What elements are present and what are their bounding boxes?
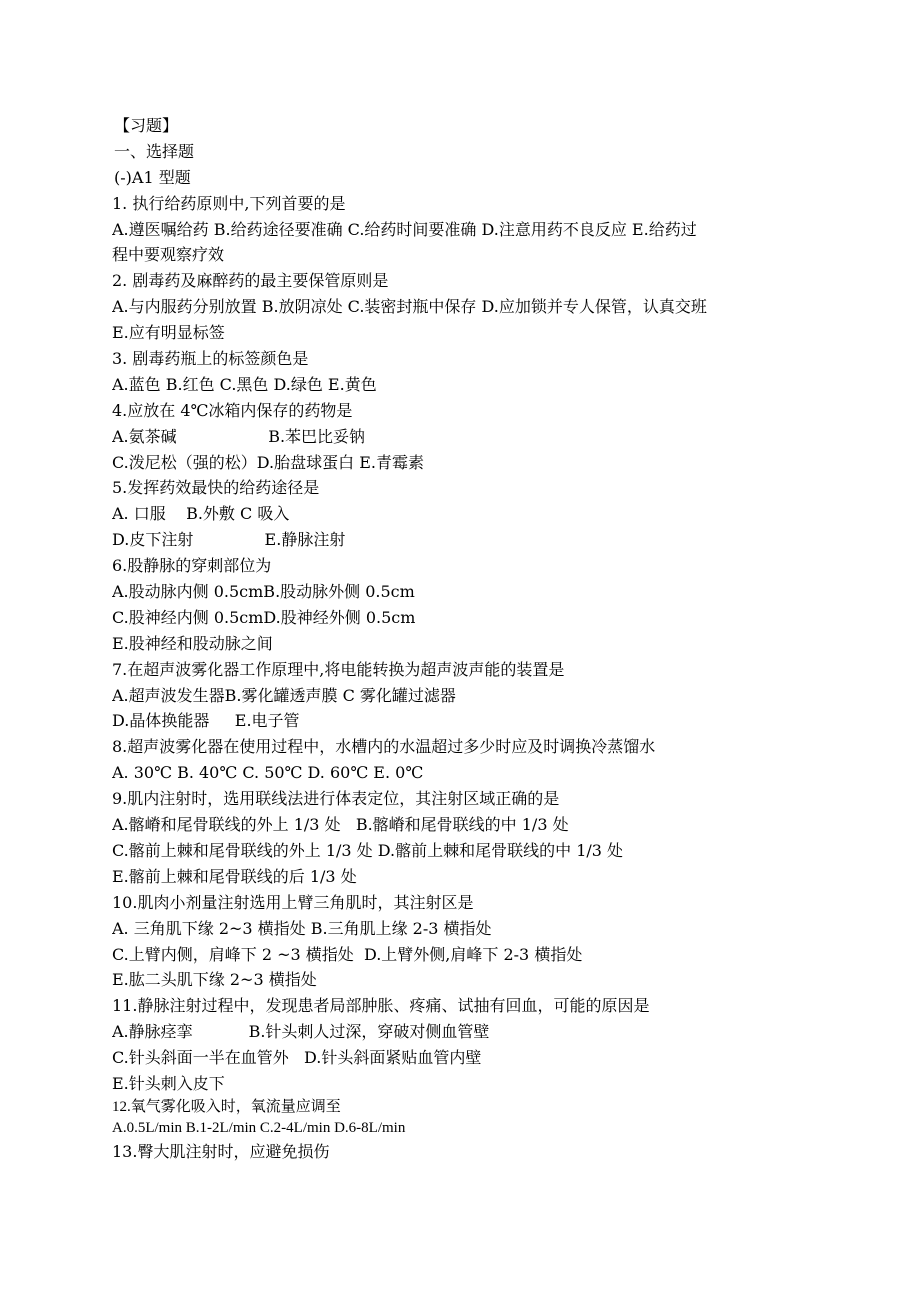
question-5: 5.发挥药效最快的给药途径是 [112, 478, 320, 498]
question-1: 1. 执行给药原则中,下列首要的是 [112, 193, 346, 213]
question-7: 7.在超声波雾化器工作原理中,将电能转换为超声波声能的装置是 [112, 659, 565, 679]
question-9-options-cont-2: E.髂前上棘和尾骨联线的后 1/3 处 [112, 866, 357, 886]
question-8-options: A. 30℃ B. 40℃ C. 50℃ D. 60℃ E. 0℃ [112, 763, 424, 783]
question-type-heading: (-)A1 型题 [114, 167, 191, 187]
question-5-options-cont: D.皮下注射 E.静脉注射 [112, 530, 346, 550]
question-3: 3. 剧毒药瓶上的标签颜色是 [112, 349, 309, 369]
question-4-options-cont: C.泼尼松（强的松）D.胎盘球蛋白 E.青霉素 [112, 452, 424, 472]
question-10-options: A. 三角肌下缘 2~3 横指处 B.三角肌上缘 2-3 横指处 [112, 918, 492, 938]
question-11-options: A.静脉痉挛 B.针头刺人过深，穿破对侧血管壁 [112, 1022, 490, 1042]
question-10: 10.肌肉小剂量注射选用上臂三角肌时，其注射区是 [112, 892, 474, 912]
question-5-options: A. 口服 B.外敷 C 吸入 [112, 504, 290, 524]
question-6: 6.股静脉的穿刺部位为 [112, 556, 272, 576]
question-9-options: A.髂嵴和尾骨联线的外上 1/3 处 B.髂嵴和尾骨联线的中 1/3 处 [112, 815, 569, 835]
question-10-options-cont-2: E.肱二头肌下缘 2~3 横指处 [112, 970, 317, 990]
question-6-options-cont-2: E.股神经和股动脉之间 [112, 633, 273, 653]
question-9: 9.肌内注射时，选用联线法进行体表定位，其注射区域正确的是 [112, 789, 560, 809]
question-10-options-cont: C.上臂内侧，肩峰下 2 ~3 横指处 D.上臂外侧,肩峰下 2-3 横指处 [112, 944, 583, 964]
section-heading: 一、选择题 [114, 141, 195, 161]
question-11-options-cont-2: E.针头刺入皮下 [112, 1073, 225, 1093]
question-2-options-cont: E.应有明显标签 [112, 323, 225, 343]
question-2-options: A.与内服药分别放置 B.放阴凉处 C.装密封瓶中保存 D.应加锁并专人保管，认真交班 [112, 297, 707, 317]
question-11: 11.静脉注射过程中，发现患者局部肿胀、疼痛、试抽有回血，可能的原因是 [112, 996, 650, 1016]
question-1-options-cont: 程中要观察疗效 [112, 245, 225, 265]
question-12-options: A.0.5L/min B.1-2L/min C.2-4L/min D.6-8L/min [112, 1119, 406, 1136]
question-4-options: A.氨茶碱 B.苯巴比妥钠 [112, 426, 366, 446]
question-1-options: A.遵医嘱给药 B.给药途径要准确 C.给药时间要准确 D.注意用药不良反应 E.给药过 [112, 219, 697, 239]
question-11-options-cont: C.针头斜面一半在血管外 D.针头斜面紧贴血管内壁 [112, 1048, 482, 1068]
document-content [112, 113, 832, 1165]
section-bracket-title: 【习题】 [114, 116, 179, 135]
question-3-options: A.蓝色 B.红色 C.黑色 D.绿色 E.黄色 [112, 374, 377, 394]
question-2: 2. 剧毒药及麻醉药的最主要保管原则是 [112, 271, 389, 291]
question-6-options-cont: C.股神经内侧 0.5cmD.股神经外侧 0.5cm [112, 607, 416, 627]
question-7-options-cont: D.晶体换能器 E.电子管 [112, 711, 300, 731]
question-6-options: A.股动脉内侧 0.5cmB.股动脉外侧 0.5cm [112, 582, 415, 602]
question-13: 13.臀大肌注射时，应避免损伤 [112, 1141, 330, 1161]
question-12: 12.氧气雾化吸入时，氧流量应调至 [112, 1098, 341, 1115]
question-7-options: A.超声波发生器B.雾化罐透声膜 C 雾化罐过滤器 [112, 685, 456, 705]
question-8: 8.超声波雾化器在使用过程中，水槽内的水温超过多少时应及时调换冷蒸馏水 [112, 737, 656, 757]
question-4: 4.应放在 4℃冰箱内保存的药物是 [112, 400, 353, 420]
question-9-options-cont: C.髂前上棘和尾骨联线的外上 1/3 处 D.髂前上棘和尾骨联线的中 1/3 处 [112, 840, 624, 860]
